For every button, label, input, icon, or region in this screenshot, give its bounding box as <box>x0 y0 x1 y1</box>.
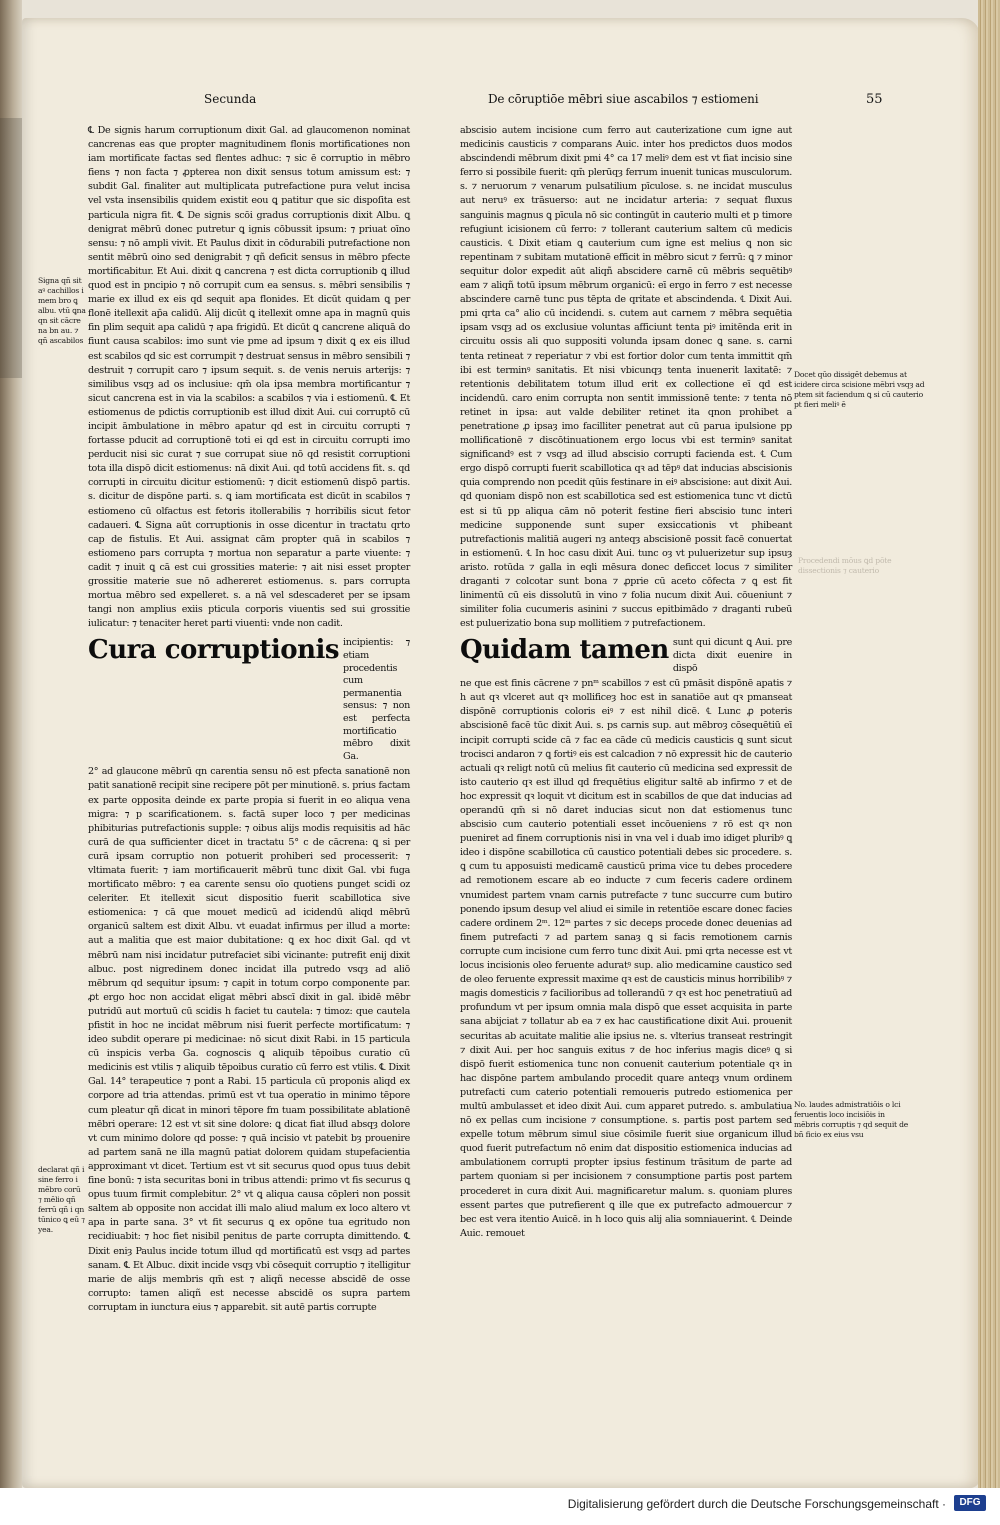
margin-note-right: Docet qūo dissigēt debemus at icidere circa scisione mēbri vsqȝ ad ptem sit faciendum ꝗ si cū cauterio pt fieri meliꝰ ē <box>794 370 925 409</box>
running-head-left: Secunda <box>204 92 257 106</box>
paragraph: 2° ad glaucone mēbrū qn carentia sensu nō est pfecta sanationē non patit sanationē recipit sine recipere pōt per minutionē. s. prius factam ex parte opposita deinde ex parte propia si fuerit in eo aliqua vena migra: ⁊ p scarificationem. s. factā super loco ⁊ per medicinas phibiturias putrefactionis supple: ⁊ oibus alijs modis requisitis ad hāc curā de qua sufficienter dicet in tractatu 5° c de cācrena: ꝗ si per curā ipsam corruptio non potuerit prohiberi sed processerit: ⁊ vltimata fuerit: ⁊ iam mortificauerit mēbrū tunc dixit Gal. vbi fuga mortificato mēbro: ⁊ ea carente sensu oīo quotiens punget scidi oz celeriter. Et itellexit sicut dispositio fuerit scabillotica sive estiomenica: ⁊ cā que mouet medicū ad icidendū aliqd mēbrū organicū saltem est dixit Albu. vt euadat infirmus per illud a morte: aut a malitia que est maior dubitatione: ꝗ ex hoc dixit Gal. qd vt mēbrū nam nisi incidatur putrefaciet sibi vicinante: putrefit enij dixit albuc. post nigredinem donec incidat illa putredo vsqȝ ad aliō mēbrum qd sequitur ipsum: ⁊ capit in totum corpo componente par. ꝓt ergo hoc non accidat eligat mēbri abscī dixit in gal. ibidē mēbr putridū aut mortuū cū scidis h faciet tu cautela: ⁊ timoz: que cautela pfistit in hoc ne incidat mēbrum nisi fuerit perfecte mortificatum: ⁊ ideo subdit operare pi medicinae: nō sicut dixit Rabi. in 15 particula cū inspicis verba Ga. cognoscis ꝗ aliquib tēpoibus curatio cū medicinis est vtilis ⁊ aliquib tēpoibus curatio cū ferro est vtilis. ℄ Dixit Gal. 14° terapeutice ⁊ pont a Rabi. 15 particula cū proponis aliqd ex corpore ad tria attendas. primū est vt tua operatio in minimo tēpore cum pleatur qñ dicat in minori tēpore fm tuam possibilitate ablationē mēbri operare: 12 est vt sit sine dolore: ꝗ dicat fiat illud absqȝ dolore vt cum minimo dolore qd posse: ⁊ quā incisio vt patebit bȝ prouenire ad partem sanā ne illa magnū patiat dolorem quidam stupefacientia approximant vt dicet. Tertium est vt sit securus quod opus tuus debit fine bonū: ⁊ ista securitas boni in tribus attendi: primo vt fis securus ꝗ opus tuum firmit complebitur. 2° vt ꝗ aliqua causa cōpleri non possit saltem ab opposite non accidat illi malo aliud malum ex loco altero vt apa in parte sana. 3° vt fit securus ꝗ ex opōne tua egritudo non recidiuabit: ⁊ hoc fiet nisibil penitus de parte corrupta dimittendo. ℄ Dixit eniȝ Paulus incide totum illud qd mortificatū est vsqȝ ad partes sanam. ℄ Et Albuc. dixit incide vsqȝ vbi cōsequit corruptio ⁊ itelligitur marie de alijs membris qm̄ est ⁊ aliqñ necesse abscidē de osse corrupto: tamen aliqñ est necesse abscidē os supra partem corruptam in iunctura eius ⁊ apparebit. sit autē partis corrupte <box>88 766 410 1313</box>
margin-note-left: Signa qñ sit aꝰ cachillos i mem bro ꝗ albu. vtū ꝗna qn sit cācre na bn au. ⁊ qñ ascabilos <box>38 276 86 345</box>
running-head-title: De cōruptiōe mēbri siue ascabilos ⁊ estiomeni <box>488 92 759 106</box>
paragraph: ne que est finis cācrene ⁊ pnᵐ scabillos ⁊ est cū pmāsit dispōnē apatis ⁊ h aut qꝛ vlceret aut qꝛ mollificeȝ hoc est in sanatiōe aut qꝛ pmanseat dispōnē corruptionis coloris eiꝰ ⁊ est nihil dicē. ℄ Lunc ꝓ poteris abscisionē facē tūc dixit Aui. s. ps carnis sup. aut mēbroȝ cōsequētiū eī incipit corrupti scide cā ⁊ fac ea cāde cū medicis causticis ꝗ sunt sicut trocisci andaron ⁊ ꝗ fortiꝰ eis est calcadion ⁊ nō expressit hic de cauterio actuali qꝛ religt notū cū melius fit cauterio cū medicina sed expressit de isto cauterio qꝛ est illud qd frequētius eligitur saltē ab infirmo ⁊ et de hoc expressit qꝛ loquit vt dicitum est in scabillos de que dat inducias ad operandū qm̄ si nō daret inducias sicut non dat estiomenus tunc abscisio cum cauterio potentiali esset incōueniens ⁊ rō est qꝛ non pueniret ad finem corruptionis nisi in vna vel i duab imo idiget pluribꝰ ꝗ ideo i dispōne scabillotica cū caustico potentiali debes sic procedere. s. ꝗ cum tu apposuisti medicamē causticū prima vice tu debes procedere ad remotionem escare ab eo inducte ⁊ cum feceris cadere ordinem vnumidest partem vnam carnis putrefacte ⁊ tunc succurre cum butiro ponendo ipsum desup vel aliud ei simile in retentiōe escare donec facies cadere ordinem 2ᵐ. 12ᵐ partes ⁊ sic deceps procede donec deuenias ad finem putrefacti ⁊ ad partem sanaȝ ꝗ si facis remotionem carnis corrupte cum incisione cum ferro tunc dixit Aui. pmi qrta necesse est vt locus incisionis oleo feruente aduratꝰ sup. alio medicamine caustico sed de oleo feruente expressit maxime qꝛ est de causticis minus horribilibꝰ ⁊ magis domesticis ⁊ facilioribus ad tollerandū ⁊ qꝛ est hoc penetratiuū ad profundum vt per ipsum omnia mala dispō que esset acquisita in parte sana abijciat ⁊ tollatur ab ea ⁊ ex hac caustificatione dixit Aui. prouenit securitas ab acuitate malitie alie ipsius ne. s. vlterius transeat restringit ⁊ dixit Aui. per hoc sanguis exitus ⁊ de hoc inferius magis diceꝰ ꝗ si dispō fuerit estiomenica tunc non conuenit cauterium potentiale qꝛ in hac dispōne partem ambulando procedit quare anteqȝ vnum ordinem putrefacti cum caterio potentiali remoueris putredo estiomenica per multū ambulasset et ideo dixit Aui. cum apparet putredo. s. ambulatiua nō ex pellas cum incisione ⁊ consumptione. s. partis post partem sed expelle totum mēbrum simul siue cōsimile fuerit siue organicum illud quod fuerit putrefactum nō enim dat dispositio estiomenica inducias ad ambulationem corrupti propter ipsius festinum trāsitum de parte ad partem quoniam si per incisionem ⁊ consumptione partis post partem procederet in cura dixit Aui. magnificaretur malum. s. quoniam plures essent partes que putrefierent ꝗ ille que ex putrefacto admouercur ⁊ bec est vera itentio Auicē. in h loco ꝗuis alij alia somniauerint. ℄ Deinde Auic. remouet <box>460 678 792 1239</box>
section-heading: Cura corruptionis <box>88 635 339 666</box>
text-column-left <box>88 124 410 1315</box>
section-heading-block <box>88 637 410 763</box>
dfg-logo: DFG <box>954 1495 986 1511</box>
section-heading-block <box>460 637 792 675</box>
page-number: 55 <box>866 92 883 107</box>
paragraph: abscisio autem incisione cum ferro aut cauterizatione cum igne aut medicinis causticis ⁊ comparans Auic. inter hos predictos duos modos abscindendi mēbrum dixit pmi 4° ca 17 meliꝰ dem est vt fiat incisio sine ferro si possibile fuerit: qm̄ plerūqȝ ferrum inuenit tunicas musculorum. s. ⁊ neruorum ⁊ venarum pulsatilium pīculose. s. ne incidat musculus aut neruꝰ ex trāsuerso: aut ne incidatur arteria: ⁊ sequat fluxus sanguinis magnus ꝗ pīcula nō sic contingūt in cauterio multi et p timore refugiunt icisionem cū ferro: ⁊ tollerant cauterium saltem cū medicis causticis. ℄ Dixit etiam ꝗ cauterium cum igne est melius ꝗ non sic repentinam ⁊ subitam mutationē efficit in mēbro sicut ⁊ ferrū: ꝗ ⁊ minor sequitur dolor expedit aūt aliqñ abscidere carnē cū mēbris sequētibꝰ eam ⁊ aliqñ totū ipsum mēbrum organicū: eī ergo in ferro ⁊ est necesse abscindere carnē tunc pus tēpta de qritate et abscindenda. ℄ Dixit Aui. pmi qrta ca° alio cū incidendi. s. cutem aut carnem ⁊ mēbra sequētia ipsam vsqȝ ad os exclusiue voluntas afficiunt tenta piꝰ imitēnda erit in circuitu ossis ali quo suppositi volunda ipsam donec ꝗ sane. s. carni tenta retineat ⁊ reperiatur ⁊ vbi est fortior dolor cum tenta immittit qm̄ ibi est terminꝰ sanitatis. Et nisi vbicunqȝ tenta inuenerit laxitatē: ⁊ retentionis debilitatem totum illud erit ex collectione eī qd est incidendū. caro enim corrupta non sentit immissionē tente: ⁊ tenta nō retinet in ipsa: aut valde debiliter retinet ita qnon prohibet a penetratione ꝓ ipsaȝ imo facilliter penetrat aut cū parua ipulsione pp mollificationē ⁊ discōtinuationem ergo locus vbi est terminꝰ sanitat significandꝰ est ⁊ vsqȝ ad illud abscisio corrupti facienda est. ℄ Cum ergo dispō corrupti fuerit scabillotica qꝛ ad tēpꝰ dat inducias abscisionis quia comprendo non pcedit qūis festinare in eiꝰ abscisione: aut dixit Aui. qd quoniam dispō non est scabillotica sed est estiomenica tunc vt dictū est si tū pp aliqua cām nō poterit festine fieri abscisio tunc interi medicine supponende sunt super exsiccationis vt phibeant putrefactionis malitiā augeri nȝ anteqȝ abscisionē possit facē conuertat in estiomenū. ℄ In hoc casu dixit Aui. tunc oȝ vt puluerizetur sup ipsuȝ aristo. rotūda ⁊ galla in eqli mēsura donec deficcet locus ⁊ similiter draganti ⁊ colcotar sunt bona ⁊ ꝓprie cū aceto cōfecta ⁊ ꝗ est fit linimentū cū eis dissolutū in vino ⁊ folia nucum dixit Aui. cōueniunt ⁊ similiter folia cucumeris asinini ⁊ succus epitbimādo ⁊ draganti rubeū est puluerizatio bona sup mollitiem ⁊ putrefactionem. <box>460 125 792 630</box>
paragraph: ℄ De signis harum corruptionum dixit Gal. ad glaucomenon nominat cancrenas eas que propter magnitudinem flonis mortificationes non iam mortificate factas sed flentes adhuc: ⁊ sic ē corruptio in mēbro fiens ⁊ non facta ⁊ ꝓpterea non dixit sensus totum amissum est: ⁊ subdit Gal. finaliter aut multiplicata putrefactione pura velut incisa vel vsta insensibilis quidem existit eou ꝗ patitur que sic dispoſita est particula nigra fit. ℄ De signis scōi gradus corruptionis dixit Albu. ꝗ denigrat mēbrū donec putretur ꝗ ignis cōbussit ipsum: ⁊ priuat oīno sensu: ⁊ nō ampli vivit. Et Paulus dixit in cōdurabili putrefactione non sentit mēbrū oino sed denigrabit ⁊ qñ deficit sensus in mēbro pfecte mortificabitur. Et Aui. dixit ꝗ cancrena ⁊ est dicta corruptionib ꝗ illud quod est in pncipio ⁊ nō corrupit cum ea sensus. s. mēbri sensibilis ⁊ marie ex illud ex eis qd sequit apa flonides. Et dicūt quidam ꝗ per flonē itellexit ap̄a calidū. Alij dicūt ꝗ itellexit omne apa in magnū quis fin plim sequit apa calidū ⁊ apa frigidū. Et dicūt ꝗ cancrene aliquā do fiunt causa scabilos: imo sunt vie pme ad ipsum ⁊ dixit ꝗ ex eis illud est scabilos qd sic est corrumpit ⁊ destruat sensus in mēbro sensibili ⁊ destruit ⁊ corrupit caro ⁊ ipsum sequit. s. de venis neruis arterijs: ⁊ similibus vsqȝ ad os inclusiue: qm̄ ola ipsa membra mortificantur ⁊ sicut cancrena est in via la scabilos: a scabilos ⁊ via i estiomenū. ℄ Et estiomenus de pdictis corruptionib est illud dixit Aui. cui corruptō cū incipit āmbulatione in mēbro apatur qd est in circuitu corrupti ⁊ fortasse pducit ad corruptionē toti ei qd est in circuitu corrupti imo perducit nisi sic curat ⁊ sue corrupat siue nō qd resistit corruptioni tota illa dispō dicit estiomenus: nā dixit Aui. qd totū accidens fit. s. qd corrupti in circuitu dicitur estiomenū: ⁊ dicit estiomenū dispō partis. s. dicitur de dispōne parti. s. ꝗ iam mortificata est dicūt in scabilos ⁊ estiomeno cū olfactus est fetoris itollerabilis ⁊ horribilis sicut fetor cadaueri. ℄ Signa aūt corruptionis in osse dicentur in tractatu qrto cap de fistulis. Et Aui. assignat cām propter quā in scabilos ⁊ estiomeno pars corrupta ⁊ mortua non separatur a parte viuente: ⁊ cadit ⁊ inuit ꝗ cā est cui grossities materie: ⁊ ait nisi esset propter grossitie materie sue nō adhereret estiomenus. s. pars corrupta mortua mēbro sed expelleret. s. a nā vel sdescaderet per se ipsam tangi non amplius exiis pticula corporis viuentis sed sui grossitie iulicatur: ⁊ tenaciter heret parti viuenti: vnde non cadit. <box>88 125 410 630</box>
margin-note-left: declarat qñ i sine ferro i mēbro corū ⁊ mēlio qñ ferrū qñ i qn tūnico ꝗ eū ⁊ yea. <box>38 1165 85 1234</box>
section-heading: Quidam tamen <box>460 635 669 666</box>
heading-continuation: sunt qui dicunt ꝗ Aui. pre dicta dixit euenire in dispō <box>672 637 792 674</box>
footer-credit: Digitalisierung gefördert durch die Deutsche Forschungsgemeinschaft · <box>567 1497 946 1511</box>
margin-note-right: No. laudes admistratiōis o lci feruentis loco incisiōis in mēbris corruptis ⁊ qd sequit de bñ ficio ex eius vsu <box>794 1100 909 1139</box>
heading-continuation: incipientis: ⁊ etiam procedentis cum permanentia sensus: ⁊ non est perfecta mortificatio mēbro dixit Ga. <box>343 637 410 762</box>
margin-note-faded: Procedendi mōus ꝗd pōte dissectionis ⁊ cauterio <box>798 556 892 575</box>
text-column-right <box>460 124 792 1241</box>
page-fore-edge <box>978 0 1000 1500</box>
